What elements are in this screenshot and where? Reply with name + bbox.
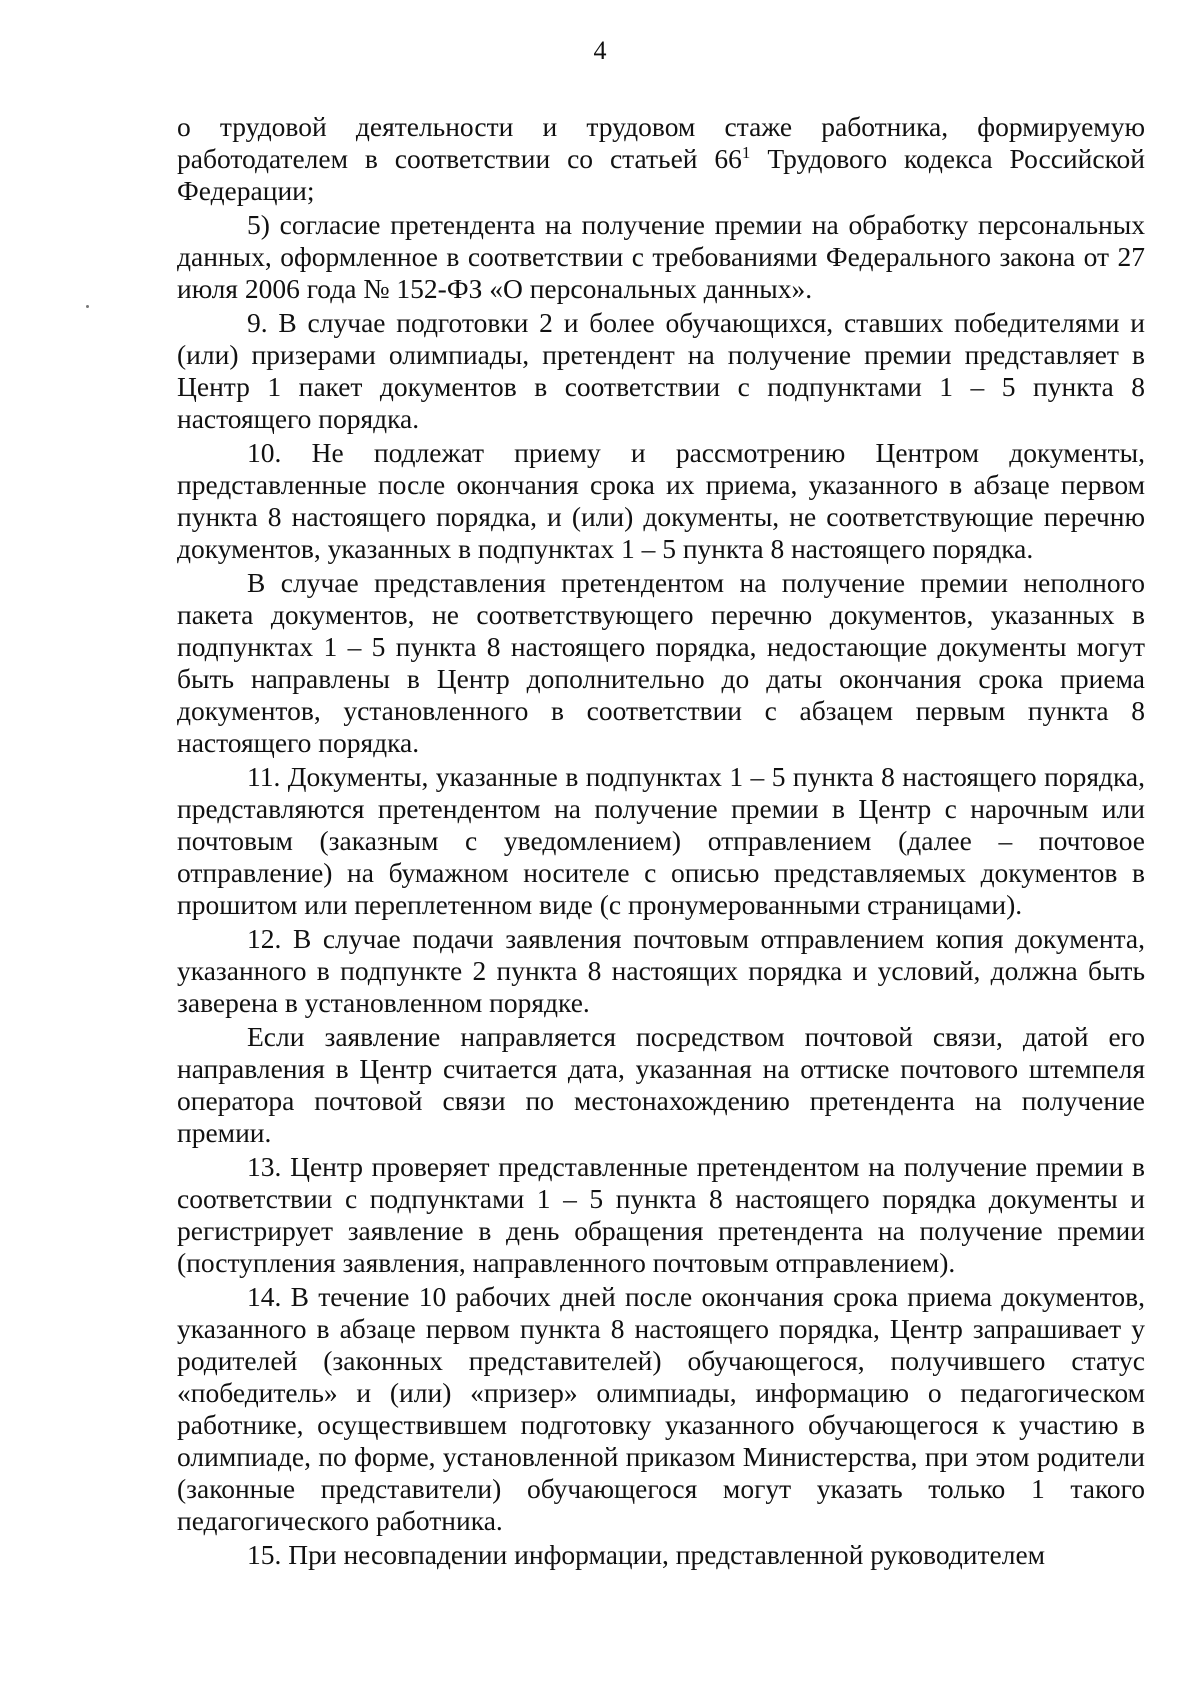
paragraph-item-11: 11. Документы, указанные в подпунктах 1 – 5 пункта 8 настоящего порядка, представляются претендентом на получение премии в Центр с нарочным или почтовым (заказным с уведомлением) отправлением (далее – почтовое отправление) на бумажном носителе с описью представляемых документов в прошитом или переплетенном виде (с пронумерованными страницами). [177,761,1145,920]
paragraph-item-14: 14. В течение 10 рабочих дней после окончания срока приема документов, указанного в абзаце первом пункта 8 настоящего порядка, Центр запрашивает у родителей (законных представителей) обучающегося, получившего статус «победитель» и (или) «призер» олимпиады, информацию о педагогическом работнике, осуществившем подготовку указанного обучающегося к участию в олимпиаде, по форме, установленной приказом Министерства, при этом родители (законные представители) обучающегося могут указать только 1 такого педагогического работника. [177,1281,1145,1536]
paragraph-item-12-continued: Если заявление направляется посредством почтовой связи, датой его направления в Центр считается дата, указанная на оттиске почтового штемпеля оператора почтовой связи по местонахождению претендента на получение премии. [177,1021,1145,1148]
paragraph-text: Трудового кодекса Российской Федерации; [177,143,1145,206]
scan-speck [86,305,89,308]
paragraph-item-9: 9. В случае подготовки 2 и более обучающихся, ставших победителями и (или) призерами олимпиады, претендент на получение премии представляет в Центр 1 пакет документов в соответствии с подпунктами 1 – 5 пункта 8 настоящего порядка. [177,307,1145,434]
paragraph-item-13: 13. Центр проверяет представленные претендентом на получение премии в соответствии с подпунктами 1 – 5 пункта 8 настоящего порядка документы и регистрирует заявление в день обращения претендента на получение премии (поступления заявления, направленного почтовым отправлением). [177,1151,1145,1278]
paragraph-item-15: 15. При несовпадении информации, представленной руководителем [247,1539,1046,1570]
paragraph-item-10-continued: В случае представления претендентом на получение премии неполного пакета документов, не соответствующего перечню документов, указанных в подпунктах 1 – 5 пункта 8 настоящего порядка, недостающие документы могут быть направлены в Центр дополнительно до даты окончания срока приема документов, установленного в соответствии с абзацем первым пункта 8 настоящего порядка. [177,567,1145,758]
paragraph-item-12: 12. В случае подачи заявления почтовым отправлением копия документа, указанного в подпункте 2 пункта 8 настоящих порядка и условий, должна быть заверена в установленном порядке. [177,923,1145,1018]
paragraph-text: о трудовой деятельности и трудовом стаже работника, формируемую работодателем в соответствии со статьей 66 [177,111,1145,174]
page-number: 4 [593,36,607,65]
paragraph-item-10: 10. Не подлежат приему и рассмотрению Центром документы, представленные после окончания срока их приема, указанного в абзаце первом пункта 8 настоящего порядка, и (или) документы, не соответствующие перечню документов, указанных в подпунктах 1 – 5 пункта 8 настоящего порядка. [177,437,1145,564]
paragraph-subitem-5: 5) согласие претендента на получение премии на обработку персональных данных, оформленное в соответствии с требованиями Федерального закона от 27 июля 2006 года № 152-ФЗ «О персональных данных». [177,209,1145,304]
document-body [177,111,1145,1571]
superscript-article-index: 1 [741,143,751,162]
paragraph-continuation [177,111,1145,207]
